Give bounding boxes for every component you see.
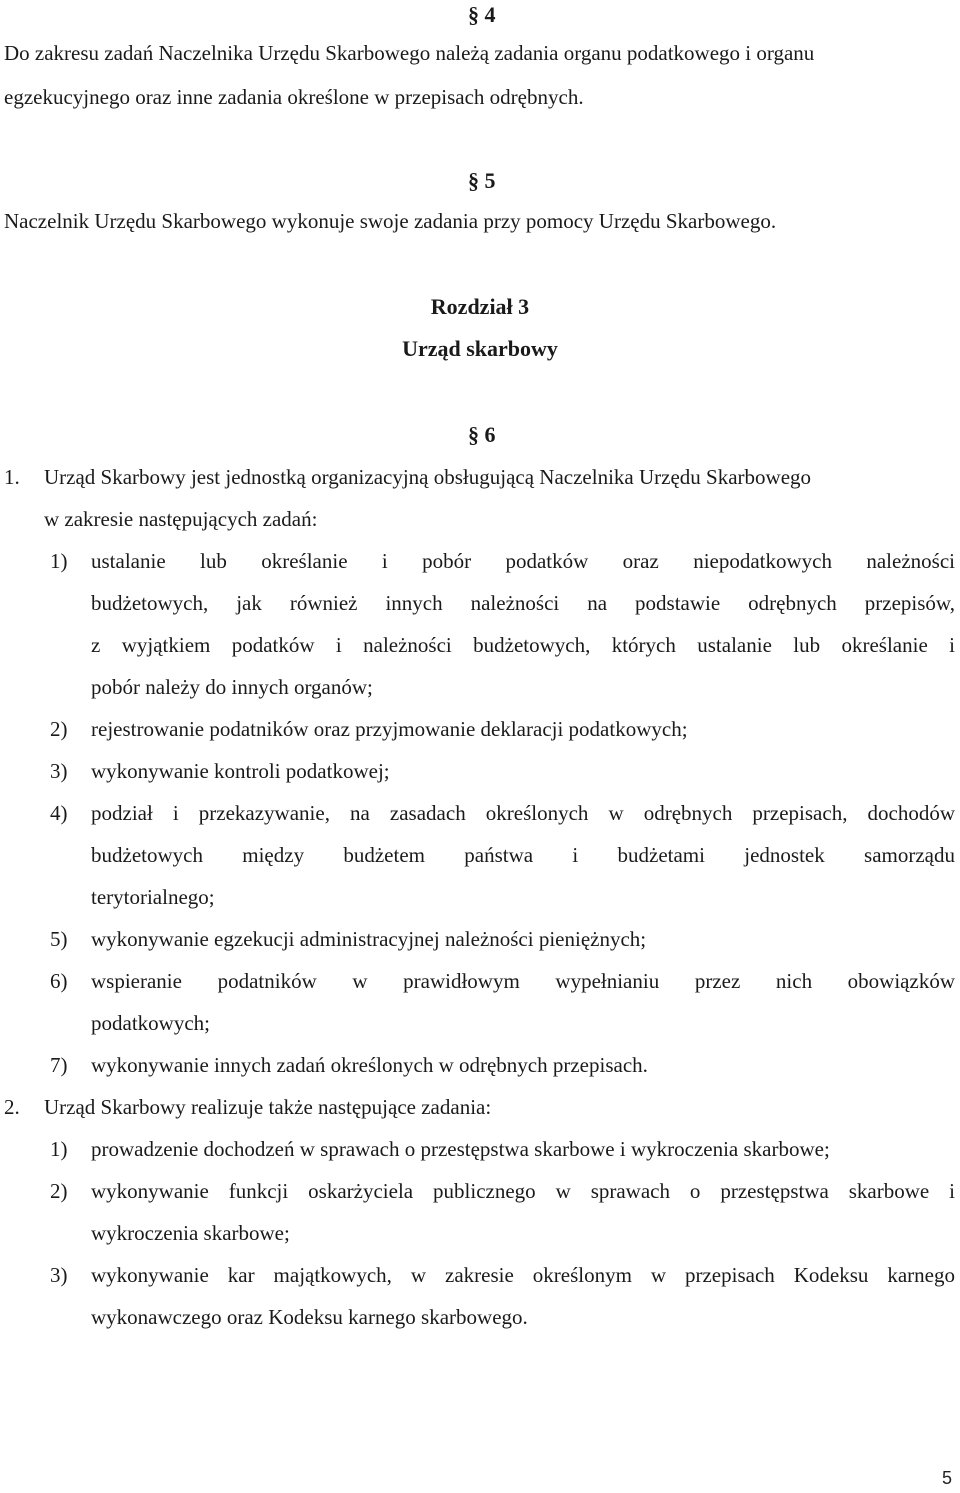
point-1-line-1: Urząd Skarbowy jest jednostką organizacyjną obsługującą Naczelnika Urzędu Skarbowego [44,465,812,489]
section-4-sign: § 4 [468,2,496,27]
section-5-line-1: Naczelnik Urzędu Skarbowego wykonuje swoje zadania przy pomocy Urzędu Skarbowego. [4,209,777,233]
item-1-1-line-1: ustalanie lub określanie i pobór podatków oraz niepodatkowych należności [91,549,955,573]
item-1-6-number: 6) [50,969,68,993]
section-4-line-1: Do zakresu zadań Naczelnika Urzędu Skarbowego należą zadania organu podatkowego i organu [4,41,815,65]
item-2-3-number: 3) [50,1263,68,1287]
point-2-number: 2. [4,1095,20,1119]
item-2-3-line-1: wykonywanie kar majątkowych, w zakresie określonym w przepisach Kodeksu karnego [91,1263,955,1287]
item-1-5-line-1: wykonywanie egzekucji administracyjnej należności pieniężnych; [91,927,647,951]
point-1-line-2: w zakresie następujących zadań: [44,507,318,531]
item-1-7-line-1: wykonywanie innych zadań określonych w odrębnych przepisach. [91,1053,648,1077]
item-1-4-line-1: podział i przekazywanie, na zasadach określonych w odrębnych przepisach, dochodów [91,801,955,825]
item-2-2-line-2: wykroczenia skarbowe; [91,1221,290,1245]
chapter-number: Rozdział 3 [430,294,530,319]
item-2-1-number: 1) [50,1137,68,1161]
item-1-6-line-2: podatkowych; [91,1011,210,1035]
item-2-2-line-1: wykonywanie funkcji oskarżyciela publicznego w sprawach o przestępstwa skarbowe i [91,1179,955,1203]
item-1-1-line-2: budżetowych, jak również innych należności na podstawie odrębnych przepisów, [91,591,955,615]
item-1-4-number: 4) [50,801,68,825]
item-1-1-number: 1) [50,549,68,573]
item-1-7-number: 7) [50,1053,68,1077]
item-1-6-line-1: wspieranie podatników w prawidłowym wypełnianiu przez nich obowiązków [91,969,955,993]
item-2-3-line-2: wykonawczego oraz Kodeksu karnego skarbowego. [91,1305,528,1329]
section-5-sign: § 5 [468,168,496,193]
page-number: 5 [941,1468,952,1488]
item-1-5-number: 5) [50,927,68,951]
item-1-1-line-4: pobór należy do innych organów; [91,675,373,699]
item-1-4-line-3: terytorialnego; [91,885,215,909]
section-4-line-2: egzekucyjnego oraz inne zadania określone w przepisach odrębnych. [4,85,584,109]
chapter-title: Urząd skarbowy [402,336,558,361]
item-1-2-line-1: rejestrowanie podatników oraz przyjmowanie deklaracji podatkowych; [91,717,688,741]
point-2-line-1: Urząd Skarbowy realizuje także następujące zadania: [44,1095,492,1119]
item-1-1-line-3: z wyjątkiem podatków i należności budżetowych, których ustalanie lub określanie i [91,633,955,657]
item-1-4-line-2: budżetowych między budżetem państwa i budżetami jednostek samorządu [91,843,955,867]
section-6-sign: § 6 [468,422,496,447]
point-1-number: 1. [4,465,20,489]
item-2-1-line-1: prowadzenie dochodzeń w sprawach o przestępstwa skarbowe i wykroczenia skarbowe; [91,1137,830,1161]
item-2-2-number: 2) [50,1179,68,1203]
item-1-3-number: 3) [50,759,68,783]
item-1-2-number: 2) [50,717,68,741]
item-1-3-line-1: wykonywanie kontroli podatkowej; [91,759,390,783]
